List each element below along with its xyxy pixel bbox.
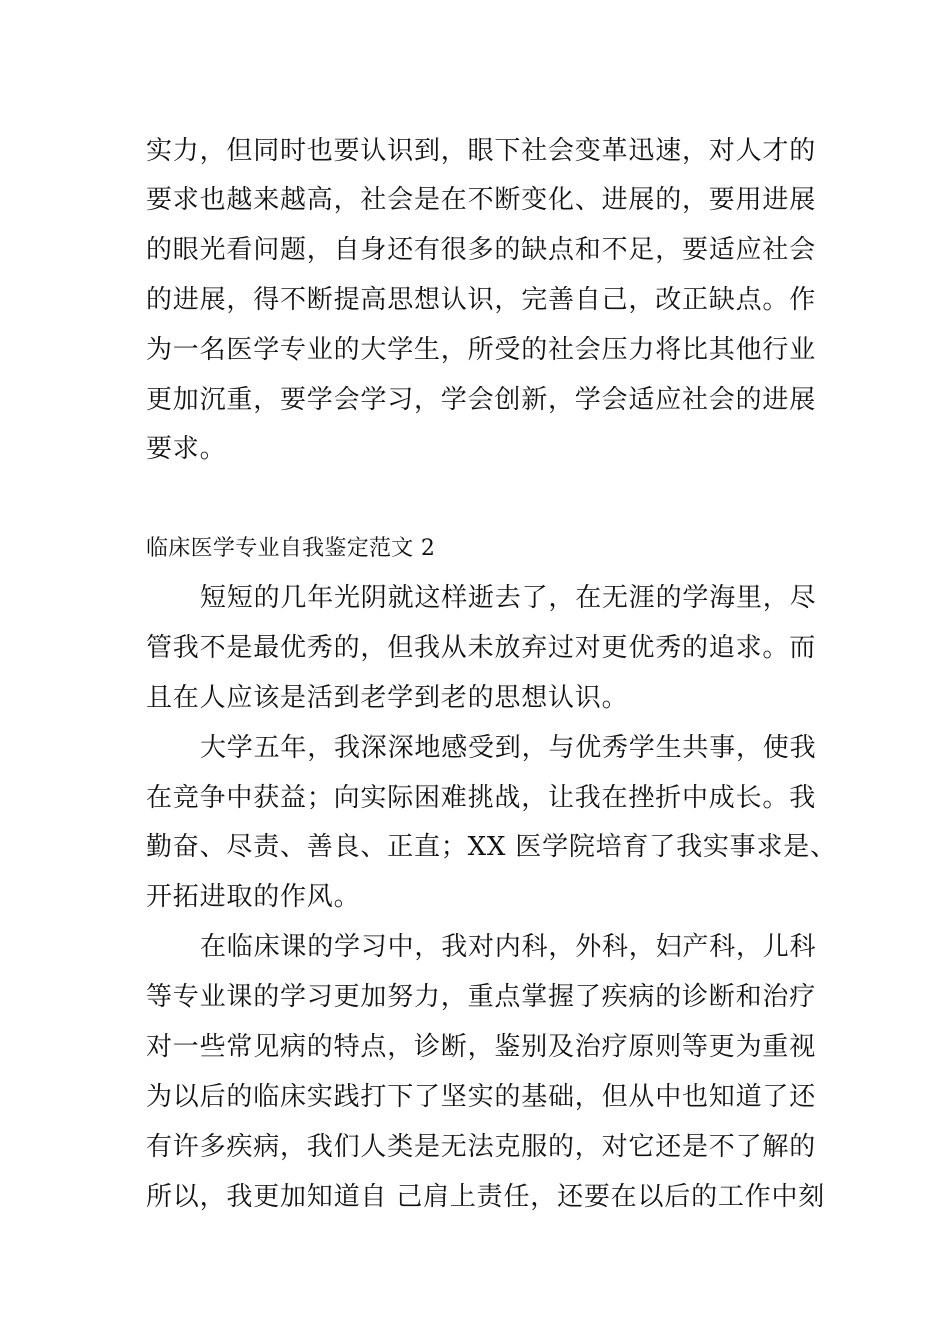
text-line: 要求也越来越高，社会是在不断变化、进展的，要用进展 (146, 185, 817, 215)
text-line: 有许多疾病，我们人类是无法克服的，对它还是不了解的 (146, 1132, 817, 1162)
text-line: 为一名医学专业的大学生，所受的社会压力将比其他行业 (146, 335, 817, 365)
text-line: 在临床课的学习中，我对内科，外科，妇产科，儿科 (200, 932, 817, 962)
text-line: 为以后的临床实践打下了坚实的基础，但从中也知道了还 (146, 1082, 817, 1112)
text-line: 勤奋、尽责、善良、正直；XX 医学院培育了我实事求是、 (146, 832, 837, 862)
text-line: 等专业课的学习更加努力，重点掌握了疾病的诊断和治疗 (146, 982, 817, 1012)
text-line: 对一些常见病的特点，诊断，鉴别及治疗原则等更为重视 (146, 1032, 817, 1062)
text-line: 管我不是最优秀的，但我从未放弃过对更优秀的追求。而 (146, 633, 817, 663)
text-line: 大学五年，我深深地感受到，与优秀学生共事，使我 (200, 733, 817, 763)
text-line: 短短的几年光阴就这样逝去了，在无涯的学海里，尽 (200, 583, 817, 613)
section-heading: 临床医学专业自我鉴定范文 2 (146, 536, 436, 561)
text-line: 所以，我更加知道自 己肩上责任，还要在以后的工作中刻 (146, 1182, 826, 1212)
text-line: 更加沉重，要学会学习，学会创新，学会适应社会的进展 (146, 385, 817, 415)
text-line: 要求。 (146, 434, 227, 464)
text-line: 的进展，得不断提高思想认识，完善自己，改正缺点。作 (146, 285, 817, 315)
text-line: 在竞争中获益；向实际困难挑战，让我在挫折中成长。我 (146, 783, 817, 813)
text-line: 且在人应该是活到老学到老的思想认识。 (146, 683, 629, 713)
text-line: 开拓进取的作风。 (146, 882, 361, 912)
text-line: 实力，但同时也要认识到，眼下社会变革迅速，对人才的 (146, 136, 817, 166)
text-line: 的眼光看问题，自身还有很多的缺点和不足，要适应社会 (146, 235, 817, 265)
